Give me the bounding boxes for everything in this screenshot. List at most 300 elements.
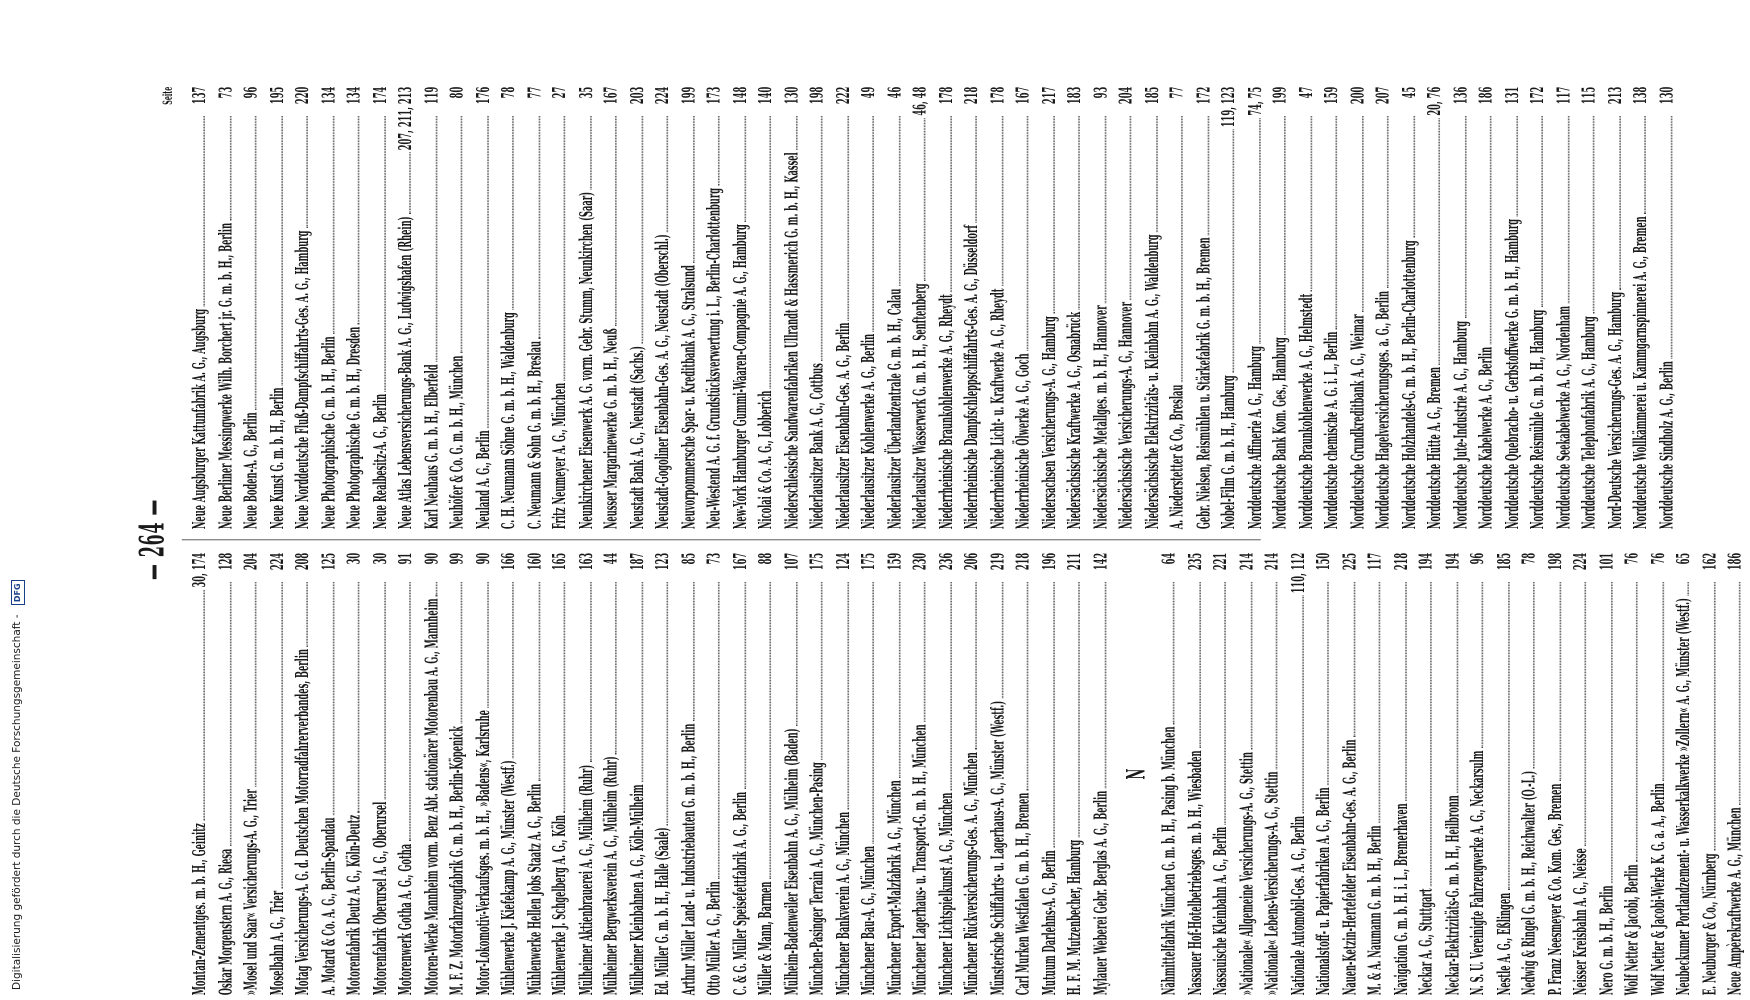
leader-dots	[1567, 116, 1569, 304]
index-entry	[754, 553, 780, 995]
index-entry	[1467, 553, 1493, 995]
index-entry	[1346, 87, 1372, 529]
seite-label: Seite	[158, 86, 176, 105]
index-entry	[1552, 87, 1578, 529]
entry-name: Neckar-Elektrizitäts-G. m. b. H., Heilbronn	[1442, 795, 1463, 996]
column-divider	[182, 539, 1261, 540]
entry-page: 160	[524, 552, 545, 571]
leader-dots	[435, 116, 437, 362]
entry-page: 99	[447, 552, 468, 565]
entry-page: 199	[1270, 86, 1291, 105]
leader-dots	[1001, 116, 1003, 286]
leader-dots	[332, 582, 334, 815]
leader-dots	[847, 116, 849, 320]
entry-page: 78	[1519, 552, 1540, 565]
index-entry	[626, 553, 652, 995]
leader-dots	[461, 582, 463, 724]
entry-name: Nauen-Ketzin-Hertefelder Eisenbahn-Ges. A. G., Berlin	[1339, 739, 1360, 996]
entry-name: Münchener Bau-A. G., München	[859, 845, 879, 996]
index-entry	[832, 553, 858, 995]
leader-dots	[538, 582, 540, 781]
index-entry	[1621, 553, 1647, 995]
entry-name: Niedersächsische Metallges. m. b. H., Hannover	[1090, 305, 1111, 530]
entry-page: 91	[395, 552, 416, 565]
entry-name: Nassauische Kleinbahn A. G., Berlin	[1210, 826, 1231, 996]
entry-name: Niederrheinische Braunkohlenwerke A. G., Rheydt	[936, 294, 957, 530]
leader-dots	[1327, 582, 1329, 785]
entry-page: 30	[370, 552, 391, 565]
right-column	[158, 86, 1677, 530]
index-entry	[1166, 87, 1192, 529]
entry-name: Nationalstoff- u. Papierfabriken A. G., Berlin	[1313, 787, 1334, 996]
leader-dots	[589, 582, 591, 762]
leader-dots	[486, 582, 488, 708]
leader-dots	[1430, 582, 1432, 886]
entry-page: 150	[1313, 552, 1334, 571]
index-entry	[1389, 553, 1415, 995]
entry-page: 96	[1468, 552, 1489, 565]
leader-dots	[975, 116, 977, 223]
index-entry	[1475, 87, 1501, 529]
entry-page: 166	[498, 552, 519, 571]
entry-page: 175	[807, 552, 828, 571]
entry-name: »Nationale« Lebens-Versicherungs-A. G., Stettin	[1262, 771, 1283, 996]
entry-name: C. Neumann & Sohn G. m. b. H., Breslau	[524, 341, 545, 530]
leader-dots	[692, 116, 694, 263]
leader-dots	[1181, 116, 1183, 382]
index-entry	[703, 553, 729, 995]
entry-page: 159	[1322, 86, 1343, 105]
leader-dots	[692, 582, 694, 721]
entry-name: Navigation G. m. b. H. i. L., Bremerhaven	[1391, 803, 1411, 996]
entry-name: C. & G. Müller Speisefettfabrik A. G., Berlin	[730, 791, 751, 996]
leader-dots	[1207, 116, 1209, 235]
index-entry	[857, 87, 883, 529]
index-entry	[1063, 553, 1089, 995]
entry-page: 124	[833, 552, 854, 571]
index-entry	[1063, 87, 1089, 529]
leader-dots	[950, 116, 952, 292]
entry-name: Neusser Margarinewerke G. m. b. H., Neuß	[601, 328, 622, 530]
entry-name: Neue Photographische G. m. b. H., Dresden	[344, 326, 365, 530]
leader-dots	[332, 116, 334, 334]
entry-page: 230	[910, 552, 931, 571]
entry-name: Neue Photographische G. m. b. H., Berlin	[318, 336, 339, 530]
entry-name: Norddeutsche Wollkämmerei u. Kammgarnspinnerei A. G., Bremen	[1630, 216, 1651, 530]
index-entry	[1140, 87, 1166, 529]
entry-name: Neue Ampèrekraftwerke A. G., München	[1725, 807, 1746, 996]
entry-name: A. Motard & Co. A. G., Berlin-Spandau	[318, 817, 339, 996]
entry-name: Oskar Morgenstern A. G., Riesa	[215, 848, 236, 996]
entry-page: 78	[498, 86, 519, 99]
leader-dots	[821, 582, 823, 760]
entry-page: 64	[1159, 552, 1180, 565]
index-entry	[935, 553, 961, 995]
entry-name: Gebr. Nielsen, Reismühlen u. Stärkefabrik G. m. b. H., Bremen	[1193, 237, 1214, 530]
leader-dots	[872, 582, 874, 843]
entry-name: M. F. Z. Motorfahrzeugfabrik G. m. b. H., Berlin-Köpenick	[447, 726, 468, 996]
index-entry	[446, 553, 472, 995]
entry-name: Carl Murken Westfalen G. m. b. H., Bremen	[1013, 792, 1034, 996]
index-entry	[214, 553, 240, 995]
entry-page: 165	[550, 552, 571, 571]
index-entry	[1209, 553, 1235, 995]
dfg-logo: DFG	[11, 580, 25, 605]
index-entry	[420, 87, 446, 529]
index-entry	[986, 553, 1012, 995]
entry-name: Niederlausitzer Kohlenwerke A. G., Berlin	[859, 333, 879, 530]
entry-name: »Nationale« Allgemeine Versicherungs-A. G., Stettin	[1236, 752, 1257, 996]
entry-page: 134	[344, 86, 365, 105]
leader-dots	[615, 116, 617, 326]
entry-name: Müller & Mann, Barmen	[756, 881, 777, 996]
entry-page: 73	[704, 552, 725, 565]
entry-page: 142	[1090, 552, 1111, 571]
index-entry	[1218, 87, 1244, 529]
entry-page: 178	[987, 86, 1008, 105]
index-entry	[214, 87, 240, 529]
leader-dots	[1584, 582, 1586, 846]
entry-page: 76	[1622, 552, 1643, 565]
entry-page: 131	[1502, 86, 1523, 105]
entry-name: Niederrheinische Ölwerke A. G., Goch	[1013, 353, 1034, 530]
entry-name: E. Neuburger & Co., Nürnberg	[1699, 853, 1720, 996]
leader-dots	[718, 582, 720, 879]
leader-dots	[1224, 582, 1226, 824]
entry-name: Norddeutsche Kabelwerke A. G., Berlin	[1476, 346, 1497, 530]
leader-dots	[847, 582, 849, 809]
entry-name: Niedersächsische Versicherungs-A. G., Hannover	[1116, 302, 1137, 530]
leader-dots	[1739, 582, 1741, 805]
entry-name: Mülheimer Bergwerksverein A. G., Mülheim (Ruhr)	[601, 756, 622, 996]
leader-dots	[383, 582, 385, 799]
entry-page: 207, 211, 213	[395, 86, 416, 151]
index-entry	[1037, 87, 1063, 529]
leader-dots	[1413, 116, 1415, 238]
entry-page: 186	[1725, 552, 1746, 571]
leader-dots	[1713, 582, 1715, 851]
entry-name: Neue Boden-A. G., Berlin	[241, 412, 262, 530]
leader-dots	[1610, 582, 1612, 883]
index-entry	[1570, 553, 1596, 995]
digitization-note	[8, 583, 26, 990]
index-entry	[1338, 553, 1364, 995]
leader-dots	[281, 582, 283, 888]
entry-page: 115	[1579, 86, 1600, 105]
index-entry	[1492, 553, 1518, 995]
index-entry	[369, 553, 395, 995]
entry-name: Niederlausitzer Überlandzentrale G. m. b. H., Calau	[884, 288, 905, 530]
index-entry	[471, 553, 497, 995]
index-entry	[909, 87, 935, 529]
entry-page: 44	[601, 552, 622, 565]
index-entry	[652, 87, 678, 529]
index-entry	[832, 87, 858, 529]
entry-page: 20, 76	[1425, 86, 1446, 116]
index-entry	[677, 553, 703, 995]
index-entry	[446, 87, 472, 529]
entry-name: Norddeutsche Seekabelwerke A. G., Nordenham	[1553, 305, 1574, 530]
leader-dots	[795, 582, 797, 726]
entry-name: New-York Hamburger Gummi-Waaren-Compagnie A. G., Hamburg	[730, 224, 751, 530]
entry-name: Nobel-Film G. m. b. H., Hamburg	[1219, 375, 1240, 530]
entry-name: Arthur Müller Land- u. Industriebauten G. m. b. H., Berlin	[678, 723, 699, 996]
entry-name: Mülheim-Badenweiler Eisenbahn A. G., Mülheim (Baden)	[781, 728, 802, 996]
entry-page: 217	[1039, 86, 1060, 105]
leader-dots	[1507, 582, 1509, 890]
entry-page: 185	[1142, 86, 1162, 105]
leader-dots	[1301, 596, 1303, 814]
index-entry	[1449, 87, 1475, 529]
index-entry	[1544, 553, 1570, 995]
index-entry	[986, 87, 1012, 529]
index-entry	[703, 87, 729, 529]
entry-page: 194	[1416, 552, 1437, 571]
index-entry	[1235, 553, 1261, 995]
index-entry	[1089, 87, 1115, 529]
leader-dots	[1533, 582, 1535, 768]
entry-name: München-Pasinger Terrain A. G., München-Pasing	[807, 762, 828, 996]
entry-page: 194	[1442, 552, 1463, 571]
index-entry	[420, 553, 446, 995]
entry-name: Motag Versicherungs-A. G. d. Deutschen Motorradfahrerverbandes, Berlin	[292, 648, 313, 996]
entry-name: Niederlausitzer Wasserwerk G. m. b. H., Senftenberg	[910, 283, 931, 530]
entry-page: 208	[292, 552, 313, 571]
leader-dots	[1284, 116, 1286, 335]
entry-name: Neue Berliner Messingwerke Wilh. Borchert jr. G. m. b. H., Berlin	[215, 222, 236, 530]
entry-page: 93	[1090, 86, 1111, 99]
page-number: — 264 —	[131, 498, 172, 580]
leader-dots	[203, 116, 205, 306]
leader-dots	[1559, 582, 1561, 781]
entry-page: 214	[1236, 552, 1257, 571]
entry-page: 90	[421, 552, 442, 565]
entry-page: 88	[756, 552, 777, 565]
entry-name: Otto Müller A. G., Berlin	[704, 881, 725, 996]
index-entry	[1398, 87, 1424, 529]
index-entry	[1526, 87, 1552, 529]
entry-page: 73	[215, 86, 236, 99]
entry-name: M. & A. Naumann G. m. b. H., Berlin	[1365, 825, 1386, 996]
entry-name: Norddeutsche Reismühle G. m. b. H., Hamburg	[1528, 309, 1548, 530]
entry-page: 224	[267, 552, 288, 571]
entry-name: Münchener Lagerhaus- u. Transport-G. m. b. H., München	[910, 724, 931, 996]
entry-page: 90	[473, 552, 494, 565]
entry-page: 198	[807, 86, 828, 105]
entry-name: Nationale Automobil-Ges. A. G., Berlin	[1288, 815, 1309, 996]
leader-dots	[821, 116, 823, 361]
entry-name: Neunkirchener Eisenwerk A. G. vorm. Gebr. Stumm, Neunkirchen (Saar)	[576, 191, 596, 530]
entry-page: 136	[1450, 86, 1471, 105]
leader-dots	[512, 582, 514, 758]
leader-dots	[666, 116, 668, 232]
leader-dots	[1199, 582, 1201, 748]
entry-page: 119	[421, 86, 442, 105]
entry-name: Motorenfabrik Oberursel A. G., Oberursel	[370, 801, 391, 996]
entry-name: Niederlausitzer Bank A. G., Cottbus	[807, 363, 828, 530]
leader-dots	[1027, 116, 1029, 351]
entry-page: 148	[730, 86, 751, 105]
entry-page: 77	[524, 86, 545, 99]
entry-name: Niedersächsische Elektrizitäts- u. Kleinbahn A. G., Waldenburg	[1142, 234, 1162, 530]
index-entry	[317, 553, 343, 995]
entry-page: 204	[241, 552, 262, 571]
leader-dots	[872, 116, 874, 331]
index-entry	[857, 553, 883, 995]
entry-name: Münchener Lichtspielkunst A. G., München	[936, 792, 957, 996]
leader-dots	[589, 116, 591, 190]
entry-page: 173	[704, 86, 725, 105]
entry-name: Mylauer Weberei Gebr. Berglas A. G., Berlin	[1090, 790, 1111, 996]
entry-name: Niedersachsen Versicherungs-A. G., Hamburg	[1039, 316, 1060, 530]
entry-page: 167	[1013, 86, 1034, 105]
leader-dots	[666, 582, 668, 825]
index-entry	[188, 553, 214, 995]
entry-page: 119, 123	[1219, 86, 1240, 128]
index-entry	[369, 87, 395, 529]
entry-page: 185	[1493, 552, 1514, 571]
index-entry	[1595, 553, 1621, 995]
index-entry	[1261, 553, 1287, 995]
entry-page: 218	[1013, 552, 1034, 571]
entry-page: 174	[370, 86, 391, 105]
index-page	[122, 79, 1746, 1000]
index-entry	[343, 87, 369, 529]
entry-name: Norddeutsche chemische A. G. i. L., Berlin	[1322, 331, 1343, 530]
entry-name: P. Franz Neesmeyer & Co. Kom. Ges., Bremen	[1545, 783, 1566, 996]
leader-dots	[718, 116, 720, 186]
leader-dots	[229, 116, 231, 221]
entry-page: 218	[961, 86, 982, 105]
entry-page: 96	[241, 86, 262, 99]
leader-dots	[564, 116, 566, 381]
leader-dots	[769, 116, 771, 388]
leader-dots	[1541, 116, 1543, 307]
index-entry	[240, 87, 266, 529]
entry-page: 203	[627, 86, 648, 105]
entry-name: Norddeutsche Affinerie A. G., Hamburg	[1244, 345, 1265, 530]
leader-dots	[1052, 582, 1054, 848]
leader-dots	[1310, 116, 1312, 291]
leader-dots	[538, 116, 540, 339]
entry-name: Norddeutsche Braunkohlenwerke A. G., Helmstedt	[1296, 293, 1317, 530]
entry-name: Neuvorpommersche Spar- u. Kreditbank A. G., Stralsund	[678, 265, 699, 530]
entry-name: Neue Atlas Lebensversicherungs-Bank A. G., Ludwigshafen (Rhein)	[395, 216, 416, 530]
entry-name: Neue Augsburger Kattunfabrik A. G., Augsburg	[190, 308, 210, 530]
leader-dots	[1353, 582, 1355, 737]
entry-name: Neue Norddeutsche Fluß-Dampfschiffahrts-Ges. A. G., Hamburg	[292, 230, 313, 530]
index-entry	[394, 553, 420, 995]
entry-page: 163	[576, 552, 596, 571]
leader-dots	[1516, 116, 1518, 217]
index-entry	[1578, 87, 1604, 529]
leader-dots	[1104, 582, 1106, 788]
leader-dots	[1361, 116, 1363, 312]
leader-dots	[1482, 582, 1484, 748]
leader-dots	[898, 116, 900, 286]
leader-dots	[281, 116, 283, 385]
entry-name: Nestle A. G., Eßlingen	[1493, 892, 1514, 996]
entry-name: Neu-Westend A. G. f. Grundstücksverwertung i. L., Berlin-Charlottenburg	[704, 187, 725, 530]
digitization-note-text: Digitalisierung gefördert durch die Deutsche Forschungsgemeinschaft -	[11, 614, 23, 990]
entry-name: Norddeutsche Sindholz A. G., Berlin	[1656, 361, 1677, 530]
index-entry	[1012, 553, 1038, 995]
index-entry	[1364, 553, 1390, 995]
entry-page: 219	[987, 552, 1008, 571]
entry-page: 117	[1553, 86, 1574, 105]
leader-dots	[306, 582, 308, 647]
entry-page: 77	[1167, 86, 1188, 99]
entry-name: Niedersächsische Kraftwerke A. G., Osnabrück	[1064, 311, 1085, 530]
index-entry	[1604, 87, 1630, 529]
index-entry	[806, 87, 832, 529]
index-entry	[935, 87, 961, 529]
entry-name: Nassauer Hof-Hotelbetriebsges. m. b. H., Wiesbaden	[1185, 750, 1206, 996]
entry-page: 123	[653, 552, 674, 571]
entry-page: 225	[1339, 552, 1360, 571]
entry-name: Norddeutsche Grundkreditbank A. G., Weimar	[1347, 314, 1368, 530]
entry-page: 159	[884, 552, 905, 571]
index-entry	[188, 87, 214, 529]
entry-page: 235	[1185, 552, 1206, 571]
leader-dots	[744, 582, 746, 789]
leader-dots	[358, 116, 360, 324]
entry-page: 198	[1545, 552, 1566, 571]
leader-dots	[1258, 118, 1260, 344]
index-entry	[1286, 553, 1312, 995]
index-entry	[677, 87, 703, 529]
entry-page: 167	[601, 86, 622, 105]
entry-page: 224	[653, 86, 674, 105]
leader-dots	[898, 582, 900, 778]
entry-name: Mutuum Darlehns-A. G., Berlin	[1039, 850, 1060, 996]
entry-page: 199	[678, 86, 699, 105]
leader-dots	[229, 582, 231, 846]
index-entry	[523, 87, 549, 529]
leader-dots	[203, 590, 205, 821]
entry-page: 130	[1656, 86, 1677, 105]
entry-name: Mühlenwerke J. Schgelberg A. G., Köln	[550, 814, 571, 996]
entry-name: Niederschlesische Sandwarenfabriken Ullrandt & Hassmerich G. m. b. H., Kassel	[781, 152, 802, 530]
leader-dots	[1027, 582, 1029, 790]
leader-dots	[924, 118, 926, 281]
entry-name: Neckar A. G., Stuttgart	[1416, 888, 1437, 996]
entry-page: 213	[1605, 86, 1626, 105]
index-entry	[1647, 553, 1673, 995]
leader-dots	[950, 582, 952, 790]
index-entry	[909, 553, 935, 995]
entry-name: Nedwig & Ringel G. m. b. H., Reichwalter (O.-L.)	[1519, 770, 1540, 996]
entry-page: 172	[1193, 86, 1214, 105]
left-column	[188, 552, 1746, 996]
entry-name: Mühlenwerke Hellen Jobs Staatz A. G., Berlin	[524, 783, 545, 996]
entry-name: Nord-Deutsche Versicherungs-Ges. A. G., Hamburg	[1605, 291, 1626, 530]
entry-page: 30, 174	[190, 552, 210, 588]
section-letter: N	[1121, 768, 1152, 780]
entry-name: Münchener Rückversicherungs-Ges. A. G., München	[961, 752, 982, 996]
leader-dots	[1464, 116, 1466, 319]
leader-dots	[486, 116, 488, 428]
entry-name: Nähmittelfabrik München G. m. b. H., Pasing b. München	[1159, 726, 1180, 996]
entry-name: Neuland A. G., Berlin	[473, 430, 494, 530]
index-entry	[1415, 553, 1441, 995]
entry-page: 46	[884, 86, 905, 99]
entry-name: Norddeutsche Holzhandels-G. m. b. H., Berlin-Charlottenburg	[1399, 240, 1420, 530]
entry-name: Norddeutsche Hagelversicherungsges. a. G., Berlin	[1373, 290, 1394, 530]
leader-dots	[1052, 116, 1054, 314]
entry-page: 214	[1262, 552, 1283, 571]
index-entry	[291, 87, 317, 529]
